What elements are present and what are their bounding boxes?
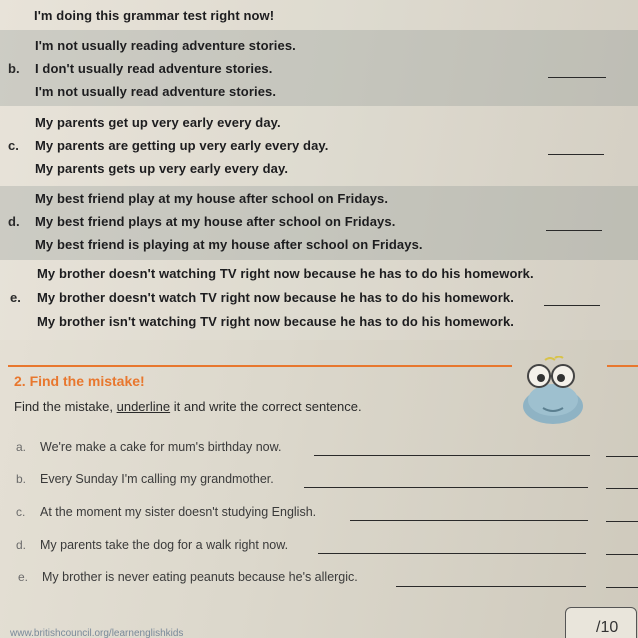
section-2-title: 2. Find the mistake!	[14, 373, 145, 389]
question-a-letter: a.	[16, 440, 27, 454]
question-d-letter: d.	[16, 538, 27, 552]
item-c-option-1: My parents get up very early every day.	[35, 115, 281, 130]
question-e-text: My brother is never eating peanuts because he's allergic.	[42, 570, 358, 584]
item-b-letter: b.	[8, 61, 20, 76]
question-b-answer-line[interactable]	[304, 487, 588, 488]
cartoon-creature-with-glasses-icon	[515, 356, 587, 428]
question-b-score-line[interactable]	[606, 488, 638, 489]
item-b-option-1: I'm not usually reading adventure stories.	[35, 38, 296, 53]
item-e-letter: e.	[10, 290, 21, 305]
item-e-option-1: My brother doesn't watching TV right now because he has to do his homework.	[37, 266, 534, 281]
question-a-text: We're make a cake for mum's birthday now.	[40, 440, 282, 454]
question-e-answer-line[interactable]	[396, 586, 586, 587]
item-b-option-2: I don't usually read adventure stories.	[35, 61, 273, 76]
question-b-letter: b.	[16, 472, 27, 486]
item-c-option-2: My parents are getting up very early every day.	[35, 138, 329, 153]
item-e-option-3: My brother isn't watching TV right now because he has to do his homework.	[37, 314, 515, 329]
question-a-score-line[interactable]	[606, 456, 638, 457]
question-c-answer-line[interactable]	[350, 520, 588, 521]
item-b-option-3: I'm not usually read adventure stories.	[35, 84, 277, 99]
item-d-answer-blank[interactable]	[546, 230, 602, 231]
item-d-option-2: My best friend plays at my house after school on Fridays.	[35, 214, 396, 229]
question-d-answer-line[interactable]	[318, 553, 586, 554]
item-e-option-2: My brother doesn't watch TV right now because he has to do his homework.	[37, 290, 514, 305]
section-divider-right	[607, 365, 638, 367]
section-2-instruction: Find the mistake, underline it and write the correct sentence.	[14, 399, 362, 414]
question-c-text: At the moment my sister doesn't studying English.	[40, 505, 317, 519]
score-total: /10	[596, 619, 619, 636]
question-d-text: My parents take the dog for a walk right now.	[40, 538, 289, 552]
footer-url[interactable]: www.britishcouncil.org/learnenglishkids	[10, 628, 184, 638]
section-divider	[8, 365, 512, 367]
item-c-option-3: My parents gets up very early every day.	[35, 161, 289, 176]
question-b-text: Every Sunday I'm calling my grandmother.	[40, 472, 274, 486]
item-d-letter: d.	[8, 214, 20, 229]
item-d-option-3: My best friend is playing at my house after school on Fridays.	[35, 237, 423, 252]
question-e-score-line[interactable]	[606, 587, 638, 588]
question-c-letter: c.	[16, 505, 26, 519]
top-sentence: I'm doing this grammar test right now!	[34, 8, 275, 23]
question-e-letter: e.	[18, 570, 29, 584]
item-c-answer-blank[interactable]	[548, 154, 604, 155]
item-e-answer-blank[interactable]	[544, 305, 600, 306]
question-c-score-line[interactable]	[606, 521, 638, 522]
question-d-score-line[interactable]	[606, 554, 638, 555]
item-d-option-1: My best friend play at my house after school on Fridays.	[35, 191, 389, 206]
item-b-answer-blank[interactable]	[548, 77, 606, 78]
item-c-letter: c.	[8, 138, 19, 153]
question-a-answer-line[interactable]	[314, 455, 590, 456]
